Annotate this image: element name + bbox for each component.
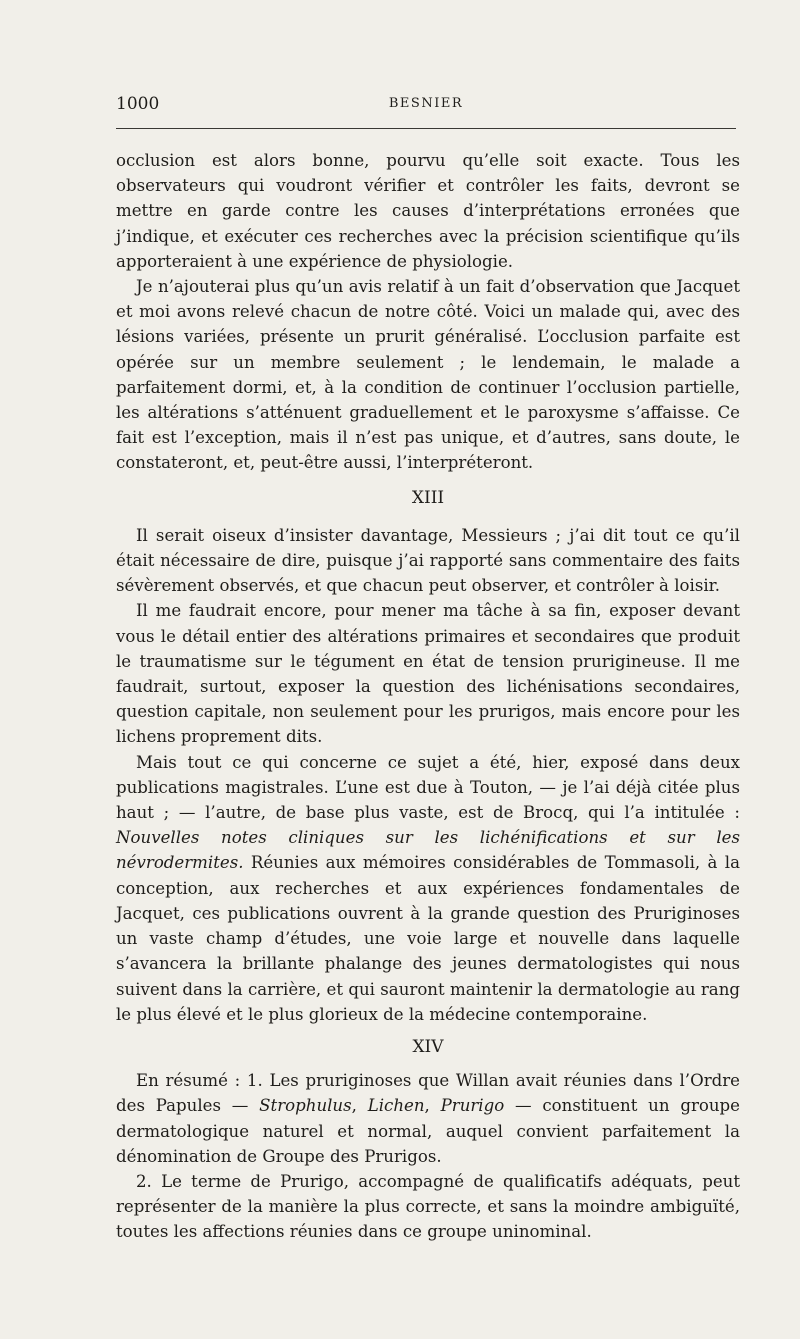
- paragraph-6-sep-1: ,: [351, 1096, 368, 1116]
- running-head: BESNIER: [388, 96, 464, 111]
- paragraph-5-title-italic: Nouvelles notes cliniques sur les lichénifications et sur les névrodermites.: [116, 828, 740, 873]
- paragraph-5-text-a: Mais tout ce qui concerne ce sujet a été, hier, exposé dans deux publications magistrales. L’une est due à Touton, — je l’ai déjà citée plus haut ; — l’autre, de base plus vaste, est de Brocq, qui l’a intitulée :: [116, 752, 740, 823]
- paragraph-2: Je n’ajouterai plus qu’un avis relatif à un fait d’observation que Jacquet et moi avons relevé chacun de notre côté. Voici un malade qui, avec des lésions variées, présente un prurit généralisé. L’occlusion parfaite est opérée sur un membre seulement ; le lendemain, le malade a parfaitement dormi, et, à la condition de continuer l’occlusion partielle, les altérations s’atténuent graduellement et le paroxysme s’affaisse. Ce fait est l’exception, mais il n’est pas unique, et d’autres, sans doute, le constateront, et, peut-être aussi, l’interpréteront.: [116, 277, 740, 473]
- paragraph-6-text-a: En résumé : 1. Les pruriginoses que Willan avait réunies dans l’Ordre des Papules —: [116, 1071, 740, 1116]
- section-heading-xiv: XIV: [412, 1036, 444, 1057]
- paragraph-6-strophulus: Strophulus: [259, 1096, 352, 1116]
- paragraph-3: Il serait oiseux d’insister davantage, Messieurs ; j’ai dit tout ce qu’il était nécessaire de dire, puisque j’ai rapporté sans commentaire des faits sévèrement observés, et que chacun peut observer, et contrôler à loisir.: [116, 525, 740, 596]
- paragraph-5: [116, 750, 740, 1027]
- paragraph-6-sep-2: ,: [424, 1096, 441, 1116]
- page-number: 1000: [116, 94, 160, 114]
- paragraph-5-text-b: Réunies aux mémoires considérables de Tommasoli, à la conception, aux recherches et aux expériences fondamentales de Jacquet, ces publications ouvrent à la grande question des Pruriginoses un vaste champ d’études, une voie large et nouvelle dans laquelle s’avancera la brillante phalange des jeunes dermatologistes qui nous suivent dans la carrière, et qui sauront maintenir la dermatologie au rang le plus élevé et le plus glorieux de la médecine contemporaine.: [116, 853, 740, 1024]
- paragraph-6-prurigo: Prurigo: [440, 1096, 505, 1116]
- paragraph-6-text-b: — constituent un groupe dermatologique naturel et normal, auquel convient parfaitement la dénomination de Groupe des Prurigos.: [116, 1096, 740, 1166]
- body-text: [116, 148, 740, 1245]
- section-heading-xiii: XIII: [411, 487, 445, 508]
- header-rule: [116, 128, 736, 129]
- paragraph-1: occlusion est alors bonne, pourvu qu’elle soit exacte. Tous les observateurs qui voudront vérifier et contrôler les faits, devront se mettre en garde contre les causes d’interprétations erronées que j’indique, et exécuter ces recherches avec la précision scientifique qu’ils apporteraient à une expérience de physiologie.: [116, 151, 740, 271]
- paragraph-6-lichen: Lichen: [367, 1096, 425, 1116]
- paragraph-7: 2. Le terme de Prurigo, accompagné de qualificatifs adéquats, peut représenter de la manière la plus correcte, et sans la moindre ambiguïté, toutes les affections réunies dans ce groupe uninominal.: [116, 1171, 740, 1242]
- page-header: [116, 94, 736, 120]
- paragraph-6: [116, 1068, 740, 1169]
- paragraph-4: Il me faudrait encore, pour mener ma tâche à sa fin, exposer devant vous le détail entier des altérations primaires et secondaires que produit le traumatisme sur le tégument en état de tension prurigineuse. Il me faudrait, surtout, exposer la question des lichénisations secondaires, question capitale, non seulement pour les prurigos, mais encore pour les lichens proprement dits.: [116, 601, 740, 747]
